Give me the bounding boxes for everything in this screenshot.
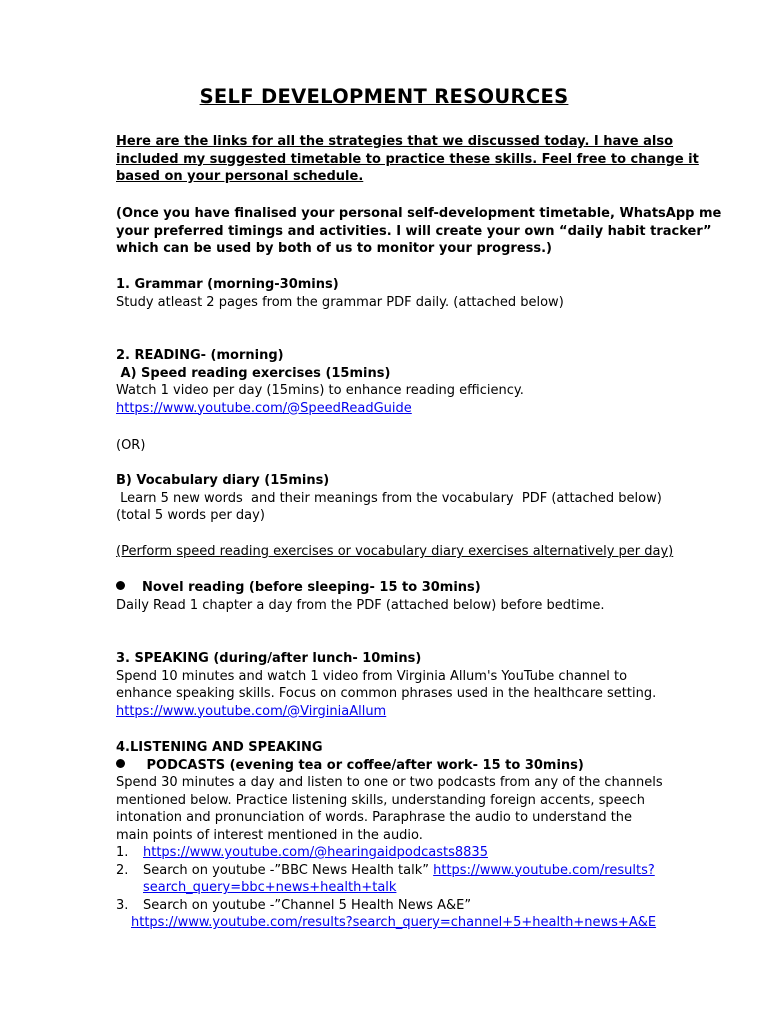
intro-paragraph	[116, 133, 699, 186]
note-line: your preferred timings and activities. I will create your own “daily habit tracker”	[116, 223, 712, 239]
note-paragraph	[116, 205, 722, 258]
virginia-allum-link[interactable]: https://www.youtube.com/@VirginiaAllum	[116, 703, 387, 719]
listening-text: main points of interest mentioned in the audio.	[116, 827, 423, 843]
novel-reading-section	[116, 579, 661, 614]
listening-section	[116, 739, 661, 932]
grammar-section	[116, 276, 661, 311]
speed-reading-text: Watch 1 video per day (15mins) to enhance reading efficiency.	[116, 383, 524, 398]
intro-line: Here are the links for all the strategies that we discussed today. I have also	[116, 134, 674, 149]
or-label: (OR)	[116, 438, 146, 453]
bullet-icon	[116, 581, 125, 590]
speed-read-guide-link[interactable]: https://www.youtube.com/@SpeedReadGuide	[116, 400, 412, 416]
or-text	[116, 437, 661, 455]
list-number: 1.	[116, 845, 129, 860]
note-line: which can be used by both of us to monitor your progress.)	[116, 241, 553, 256]
grammar-text: Study atleast 2 pages from the grammar PDF daily. (attached below)	[116, 294, 564, 310]
page-title: SELF DEVELOPMENT RESOURCES	[199, 85, 569, 108]
novel-heading: Novel reading (before sleeping- 15 to 30mins)	[142, 580, 481, 595]
novel-text: Daily Read 1 chapter a day from the PDF (attached below) before bedtime.	[116, 597, 605, 613]
alternate-note	[116, 543, 674, 561]
bbc-search-link[interactable]: https://www.youtube.com/results?	[433, 862, 655, 878]
intro-line: based on your personal schedule.	[116, 169, 364, 184]
list-number: 2.	[116, 862, 129, 878]
list-item	[116, 844, 661, 862]
bullet-icon	[116, 759, 125, 768]
speed-reading-heading: A) Speed reading exercises (15mins)	[116, 365, 391, 381]
speaking-text: Spend 10 minutes and watch 1 video from Virginia Allum's YouTube channel to	[116, 668, 628, 684]
alternate-note-text: (Perform speed reading exercises or vocabulary diary exercises alternatively per day)	[116, 544, 674, 559]
listening-text: Spend 30 minutes a day and listen to one or two podcasts from any of the channels	[116, 775, 663, 790]
search-instruction: Search on youtube -”BBC News Health talk”	[143, 862, 434, 878]
reading-heading: 2. READING- (morning)	[116, 348, 284, 363]
list-item-continuation	[116, 914, 661, 932]
vocabulary-text: Learn 5 new words and their meanings from the vocabulary PDF (attached below)	[116, 490, 662, 506]
bbc-search-link-continued[interactable]: search_query=bbc+news+health+talk	[143, 880, 397, 895]
listening-text: mentioned below. Practice listening skills, understanding foreign accents, speech	[116, 792, 646, 808]
vocabulary-section	[116, 472, 661, 525]
list-item	[116, 862, 661, 880]
vocabulary-heading: B) Vocabulary diary (15mins)	[116, 473, 330, 488]
listening-heading: 4.LISTENING AND SPEAKING	[116, 740, 323, 755]
search-instruction: Search on youtube -”Channel 5 Health News A&E”	[143, 897, 472, 913]
speaking-section	[116, 650, 661, 720]
intro-line: included my suggested timetable to practice these skills. Feel free to change it	[116, 151, 699, 167]
reading-section	[116, 347, 661, 417]
vocabulary-text: (total 5 words per day)	[116, 508, 265, 523]
listening-text: intonation and pronunciation of words. Paraphrase the audio to understand the	[116, 810, 633, 825]
list-item	[116, 897, 661, 915]
podcasts-heading: PODCASTS (evening tea or coffee/after work- 15 to 30mins)	[142, 757, 584, 773]
channel5-search-link[interactable]: https://www.youtube.com/results?search_query=channel+5+health+news+A&E	[131, 915, 657, 930]
hearing-aid-podcasts-link[interactable]: https://www.youtube.com/@hearingaidpodcasts8835	[143, 845, 488, 860]
list-number: 3.	[116, 897, 129, 913]
list-item-continuation	[116, 879, 661, 897]
note-line: (Once you have finalised your personal self-development timetable, WhatsApp me	[116, 206, 722, 221]
speaking-heading: 3. SPEAKING (during/after lunch- 10mins)	[116, 651, 422, 666]
grammar-heading: 1. Grammar (morning-30mins)	[116, 277, 339, 292]
speaking-text: enhance speaking skills. Focus on common phrases used in the healthcare setting.	[116, 686, 657, 701]
